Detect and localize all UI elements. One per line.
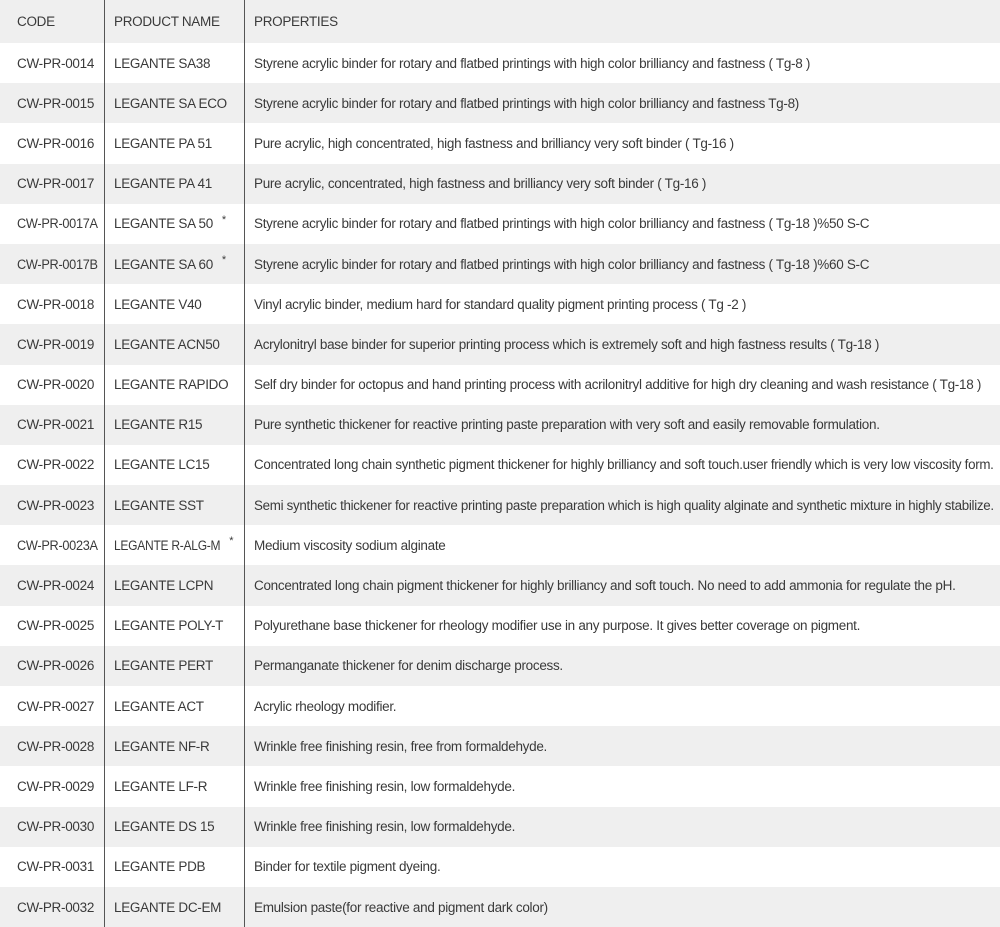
product-name-text: LEGANTE DS 15: [114, 819, 215, 835]
table-row: [0, 284, 1000, 324]
table-row: [0, 686, 1000, 726]
properties-text: Styrene acrylic binder for rotary and flatbed printings with high color brilliancy and fastness ( Tg-8 ): [254, 55, 811, 71]
code-text: CW-PR-0030: [17, 819, 95, 835]
code-cell: [0, 686, 105, 726]
product-name-text: LEGANTE LF-R: [114, 778, 208, 794]
product-name-cell: [105, 565, 245, 605]
properties-cell: [245, 164, 1000, 204]
product-name-cell: [105, 445, 245, 485]
properties-cell: [245, 445, 1000, 485]
table-row: [0, 244, 1000, 284]
product-name-text: LEGANTE V40: [114, 296, 202, 312]
properties-text: Vinyl acrylic binder, medium hard for standard quality pigment printing process ( Tg -2 ): [254, 296, 747, 312]
product-name-cell: [105, 686, 245, 726]
product-name-cell: [105, 766, 245, 806]
product-name-text: LEGANTE POLY-T: [114, 618, 224, 634]
properties-text: Wrinkle free finishing resin, low formaldehyde.: [254, 778, 516, 794]
code-cell: [0, 887, 105, 927]
properties-cell: [245, 766, 1000, 806]
code-cell: [0, 807, 105, 847]
table-row: [0, 445, 1000, 485]
properties-text: Concentrated long chain synthetic pigment thickener for highly brilliancy and soft touch.user friendly which is very low viscosity form.: [254, 457, 994, 473]
table-row: [0, 766, 1000, 806]
code-text: CW-PR-0027: [17, 698, 95, 714]
code-cell: [0, 204, 105, 244]
product-name-text: LEGANTE SA38: [114, 55, 211, 71]
properties-text: Styrene acrylic binder for rotary and flatbed printings with high color brilliancy and fastness Tg-8): [254, 95, 799, 111]
product-name-cell: [105, 807, 245, 847]
table-body: [0, 43, 1000, 927]
product-name-text: LEGANTE SA ECO: [114, 95, 227, 111]
code-cell: [0, 445, 105, 485]
code-cell: [0, 365, 105, 405]
properties-text: Emulsion paste(for reactive and pigment dark color): [254, 899, 548, 915]
code-text: CW-PR-0021: [17, 417, 95, 433]
header-code: [0, 0, 105, 43]
properties-text: Permanganate thickener for denim discharge process.: [254, 658, 563, 674]
asterisk-mark: *: [229, 535, 234, 548]
code-cell: [0, 43, 105, 83]
properties-text: Styrene acrylic binder for rotary and flatbed printings with high color brilliancy and fastness ( Tg-18 )%50 S-C: [254, 216, 870, 232]
product-name-cell: [105, 83, 245, 123]
product-name-text: LEGANTE PDB: [114, 859, 206, 875]
code-text: CW-PR-0017B: [17, 256, 98, 272]
properties-cell: [245, 123, 1000, 163]
header-code-label: CODE: [17, 14, 55, 29]
product-name-cell: [105, 284, 245, 324]
code-text: CW-PR-0015: [17, 95, 95, 111]
code-text: CW-PR-0028: [17, 738, 95, 754]
code-cell: [0, 83, 105, 123]
properties-text: Wrinkle free finishing resin, low formaldehyde.: [254, 819, 516, 835]
product-name-cell: [105, 887, 245, 927]
properties-cell: [245, 244, 1000, 284]
properties-text: Styrene acrylic binder for rotary and flatbed printings with high color brilliancy and fastness ( Tg-18 )%60 S-C: [254, 256, 870, 272]
product-name-cell: [105, 485, 245, 525]
table-row: [0, 204, 1000, 244]
properties-cell: [245, 847, 1000, 887]
product-name-cell: [105, 726, 245, 766]
code-cell: [0, 525, 105, 565]
table-row: [0, 43, 1000, 83]
code-text: CW-PR-0018: [17, 296, 95, 312]
header-product-name-label: PRODUCT NAME: [114, 14, 220, 29]
code-text: CW-PR-0024: [17, 578, 95, 594]
product-name-text: LEGANTE NF-R: [114, 738, 210, 754]
table-row: [0, 726, 1000, 766]
asterisk-mark: *: [221, 254, 227, 267]
properties-cell: [245, 83, 1000, 123]
product-name-cell: [105, 847, 245, 887]
code-text: CW-PR-0029: [17, 778, 95, 794]
product-name-cell: [105, 244, 245, 284]
code-cell: [0, 766, 105, 806]
product-name-text: LEGANTE RAPIDO: [114, 377, 229, 393]
properties-cell: [245, 405, 1000, 445]
product-name-text: LEGANTE PA 51: [114, 135, 212, 151]
code-cell: [0, 726, 105, 766]
properties-text: Acrylonitryl base binder for superior printing process which is extremely soft and high fastness results ( Tg-18 ): [254, 336, 880, 352]
code-cell: [0, 123, 105, 163]
product-name-cell: [105, 606, 245, 646]
product-name-cell: [105, 324, 245, 364]
properties-text: Concentrated long chain pigment thickener for highly brilliancy and soft touch. No need to add ammonia for regulate the pH.: [254, 578, 956, 594]
code-cell: [0, 324, 105, 364]
code-cell: [0, 847, 105, 887]
product-name-text: LEGANTE LC15: [114, 457, 210, 473]
properties-text: Semi synthetic thickener for reactive printing paste preparation which is high quality alginate and synthetic mixture in highly stabilize.: [254, 497, 994, 513]
code-text: CW-PR-0031: [17, 859, 95, 875]
product-name-cell: [105, 204, 245, 244]
code-cell: [0, 244, 105, 284]
code-text: CW-PR-0032: [17, 899, 95, 915]
product-name-text: LEGANTE R-ALG-M: [114, 537, 221, 553]
product-name-cell: [105, 43, 245, 83]
product-name-text: LEGANTE SST: [114, 497, 204, 513]
product-name-text: LEGANTE SA 60: [114, 256, 213, 272]
product-name-cell: [105, 525, 245, 565]
properties-cell: [245, 686, 1000, 726]
product-name-text: LEGANTE R15: [114, 417, 203, 433]
properties-cell: [245, 887, 1000, 927]
table-row: [0, 606, 1000, 646]
properties-text: Binder for textile pigment dyeing.: [254, 859, 441, 875]
properties-cell: [245, 485, 1000, 525]
code-cell: [0, 646, 105, 686]
header-properties-label: PROPERTIES: [254, 14, 338, 29]
properties-text: Self dry binder for octopus and hand printing process with acrilonitryl additive for high dry cleaning and wash resistance ( Tg-18 ): [254, 377, 982, 393]
code-text: CW-PR-0023: [17, 497, 95, 513]
table-header-row: [0, 0, 1000, 43]
properties-text: Polyurethane base thickener for rheology modifier use in any purpose. It gives better coverage on pigment.: [254, 618, 861, 634]
properties-cell: [245, 284, 1000, 324]
code-text: CW-PR-0016: [17, 135, 95, 151]
properties-cell: [245, 726, 1000, 766]
code-text: CW-PR-0022: [17, 457, 95, 473]
properties-cell: [245, 525, 1000, 565]
table-row: [0, 565, 1000, 605]
code-text: CW-PR-0020: [17, 377, 95, 393]
product-name-text: LEGANTE DC-EM: [114, 899, 222, 915]
code-cell: [0, 485, 105, 525]
table-row: [0, 123, 1000, 163]
properties-cell: [245, 43, 1000, 83]
properties-text: Pure acrylic, concentrated, high fastness and brilliancy very soft binder ( Tg-16 ): [254, 176, 707, 192]
product-name-text: LEGANTE PERT: [114, 658, 213, 674]
table-row: [0, 887, 1000, 927]
code-cell: [0, 284, 105, 324]
product-name-cell: [105, 646, 245, 686]
properties-cell: [245, 365, 1000, 405]
properties-cell: [245, 324, 1000, 364]
product-name-cell: [105, 405, 245, 445]
product-name-text: LEGANTE PA 41: [114, 176, 212, 192]
code-cell: [0, 164, 105, 204]
properties-cell: [245, 646, 1000, 686]
properties-text: Acrylic rheology modifier.: [254, 698, 397, 714]
code-text: CW-PR-0023A: [17, 537, 98, 553]
code-text: CW-PR-0025: [17, 618, 95, 634]
properties-text: Pure acrylic, high concentrated, high fastness and brilliancy very soft binder ( Tg-16 ): [254, 135, 734, 151]
table-row: [0, 324, 1000, 364]
table-row: [0, 164, 1000, 204]
code-cell: [0, 606, 105, 646]
table-row: [0, 646, 1000, 686]
table-row: [0, 525, 1000, 565]
code-text: CW-PR-0019: [17, 336, 95, 352]
table-row: [0, 485, 1000, 525]
properties-text: Pure synthetic thickener for reactive printing paste preparation with very soft and easily removable formulation.: [254, 417, 880, 433]
product-name-text: LEGANTE ACN50: [114, 336, 220, 352]
properties-text: Medium viscosity sodium alginate: [254, 537, 446, 553]
header-product-name: [105, 0, 245, 43]
code-text: CW-PR-0017A: [17, 216, 98, 232]
product-name-text: LEGANTE LCPN: [114, 578, 214, 594]
header-properties: [245, 0, 1000, 43]
code-cell: [0, 565, 105, 605]
properties-cell: [245, 807, 1000, 847]
properties-cell: [245, 204, 1000, 244]
code-text: CW-PR-0026: [17, 658, 95, 674]
product-name-cell: [105, 365, 245, 405]
table-row: [0, 365, 1000, 405]
code-text: CW-PR-0017: [17, 176, 95, 192]
product-name-text: LEGANTE ACT: [114, 698, 204, 714]
product-name-cell: [105, 164, 245, 204]
properties-cell: [245, 606, 1000, 646]
table-row: [0, 807, 1000, 847]
asterisk-mark: *: [221, 213, 227, 226]
table-row: [0, 83, 1000, 123]
code-cell: [0, 405, 105, 445]
code-text: CW-PR-0014: [17, 55, 95, 71]
product-name-cell: [105, 123, 245, 163]
table-row: [0, 847, 1000, 887]
properties-cell: [245, 565, 1000, 605]
table-row: [0, 405, 1000, 445]
product-name-text: LEGANTE SA 50: [114, 216, 213, 232]
properties-text: Wrinkle free finishing resin, free from formaldehyde.: [254, 738, 547, 754]
